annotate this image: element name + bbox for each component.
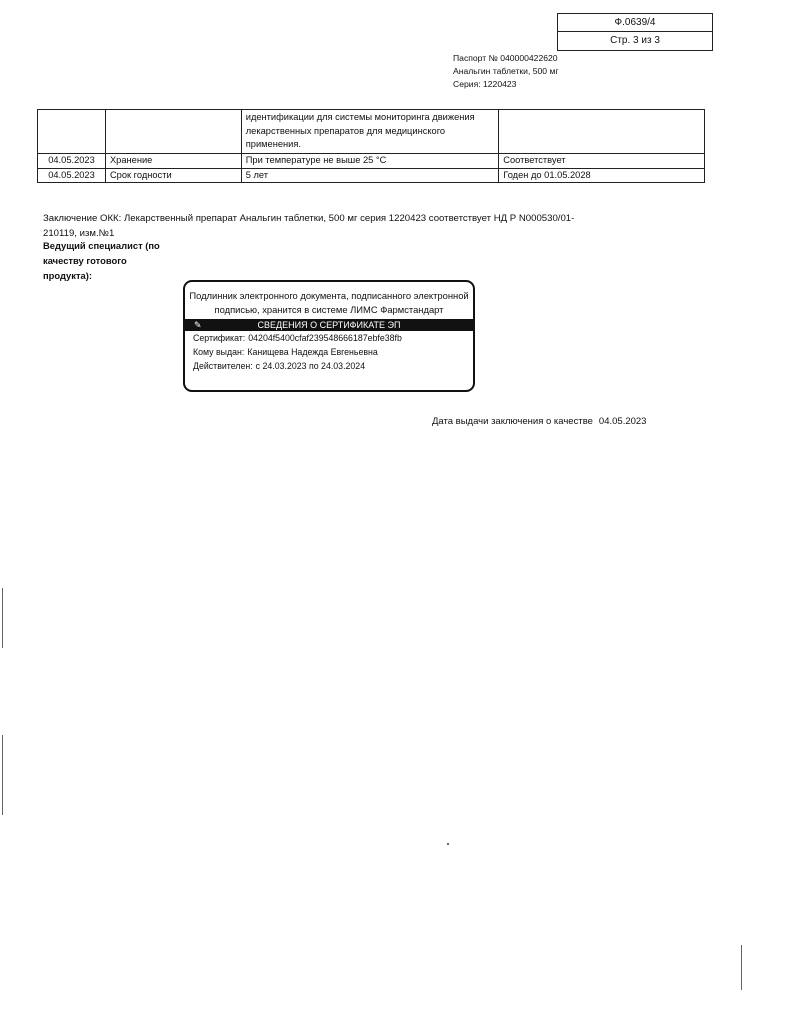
- issued-line: [185, 346, 473, 359]
- issue-date-label: Дата выдачи заключения о качестве: [432, 416, 593, 427]
- table-row: [38, 154, 705, 169]
- issued-value: Канищева Надежда Евгеньевна: [247, 347, 378, 357]
- passport-product: Анальгин таблетки, 500 мг: [453, 66, 559, 76]
- valid-value: с 24.03.2023 по 24.03.2024: [255, 361, 366, 371]
- cell-test: Срок годности: [105, 168, 241, 183]
- form-code: Ф.0639/4: [614, 17, 656, 28]
- cell-result: Годен до 01.05.2028: [499, 168, 705, 183]
- cell-test: Хранение: [105, 154, 241, 169]
- certificate-icon: ✎: [194, 320, 202, 330]
- certificate-label: Сертификат:: [193, 333, 246, 343]
- table-row: [38, 168, 705, 183]
- table-row: [38, 110, 705, 154]
- scan-artifact: [2, 588, 3, 648]
- stamp-bar-label: СВЕДЕНИЯ О СЕРТИФИКАТЕ ЭП: [257, 320, 401, 330]
- passport-number: Паспорт № 040000422620: [453, 53, 558, 63]
- stamp-bar: [185, 319, 473, 331]
- issue-date-value: 04.05.2023: [598, 416, 647, 427]
- electronic-signature-stamp: [183, 280, 475, 392]
- conclusion-text: Заключение ОКК: Лекарственный препарат Анальгин таблетки, 500 мг серия 1220423 соответствует НД Р N000530/01-210119, изм.№1: [43, 213, 575, 239]
- form-code-box: [557, 13, 713, 51]
- cell-requirement: идентификации для системы мониторинга движения лекарственных препаратов для медицинского применения.: [241, 110, 499, 154]
- cell-date: 04.05.2023: [38, 168, 106, 183]
- quality-table: [37, 109, 705, 183]
- certificate-line: [185, 332, 473, 345]
- cell-result: Соответствует: [499, 154, 705, 169]
- cell-test: [105, 110, 241, 154]
- passport-header: [453, 52, 559, 91]
- passport-series: Серия: 1220423: [453, 79, 517, 89]
- valid-line: [185, 360, 473, 373]
- scan-artifact: [2, 735, 3, 815]
- cell-requirement: 5 лет: [241, 168, 499, 183]
- page-number: Стр. 3 из 3: [558, 31, 712, 49]
- stamp-title: Подлинник электронного документа, подписанного электронной подписью, хранится в системе ЛИМС Фармстандарт: [189, 290, 469, 315]
- cell-date: 04.05.2023: [38, 154, 106, 169]
- cell-date: [38, 110, 106, 154]
- certificate-value: 04204f5400cfaf239548666187ebfe38fb: [248, 333, 402, 343]
- specialist-label: Ведущий специалист (по качеству готового продукта):: [43, 240, 160, 281]
- issue-date-line: [432, 416, 646, 427]
- cell-requirement: При температуре не выше 25 °С: [241, 154, 499, 169]
- issued-label: Кому выдан:: [193, 347, 245, 357]
- scan-artifact: [447, 843, 449, 845]
- valid-label: Действителен:: [193, 361, 253, 371]
- cell-result: [499, 110, 705, 154]
- scan-artifact: [741, 945, 742, 990]
